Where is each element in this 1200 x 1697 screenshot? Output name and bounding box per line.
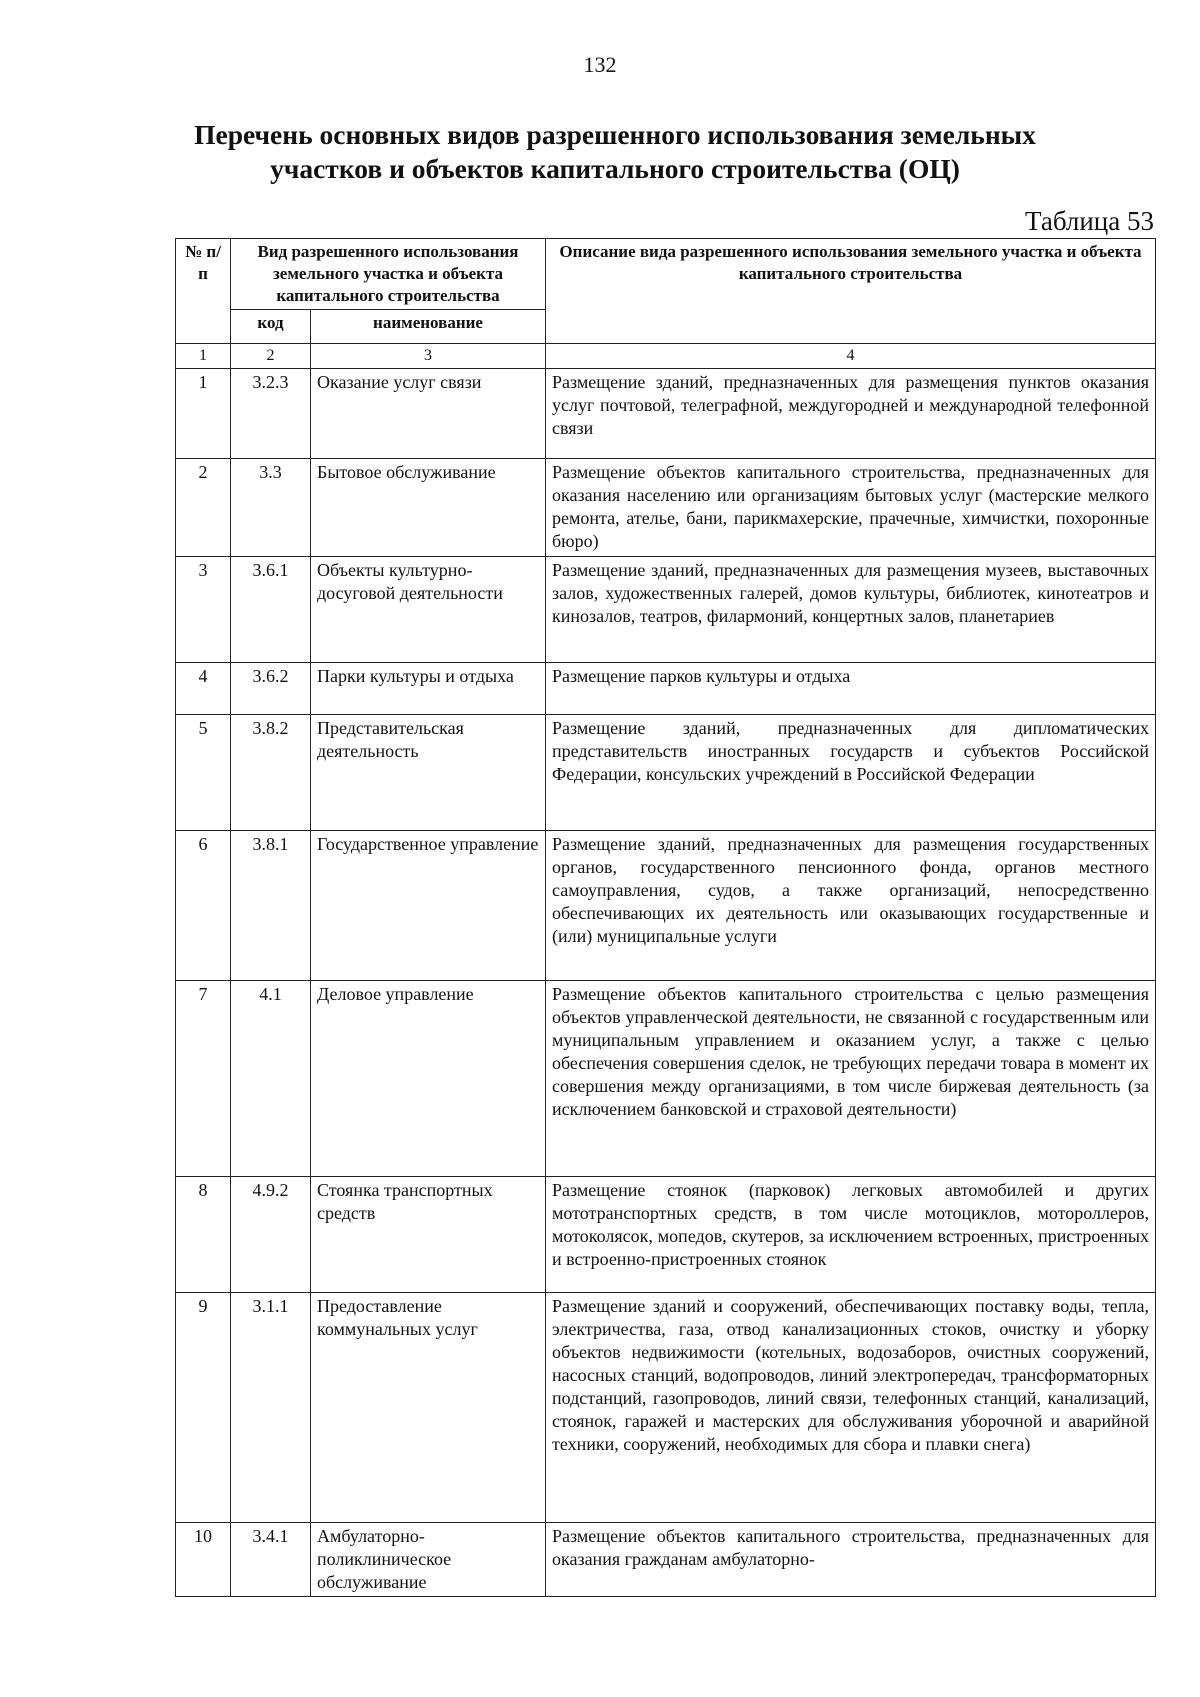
row-name: Объекты культурно-досуговой деятельности bbox=[311, 557, 546, 663]
header-description: Описание вида разрешенного использования земельного участка и объекта капитального строительства bbox=[546, 239, 1156, 344]
column-number: 1 bbox=[176, 344, 231, 369]
header-kind: Вид разрешенного использования земельного участка и объекта капитального строительства bbox=[231, 239, 546, 310]
table-row bbox=[176, 981, 1156, 1177]
row-code: 4.1 bbox=[231, 981, 311, 1177]
table-row bbox=[176, 1177, 1156, 1293]
row-number: 8 bbox=[176, 1177, 231, 1293]
table-row bbox=[176, 1523, 1156, 1597]
row-number: 2 bbox=[176, 459, 231, 557]
row-code: 3.8.1 bbox=[231, 831, 311, 981]
row-code: 3.1.1 bbox=[231, 1293, 311, 1523]
row-number: 10 bbox=[176, 1523, 231, 1597]
row-number: 1 bbox=[176, 369, 231, 459]
row-number: 9 bbox=[176, 1293, 231, 1523]
table-row bbox=[176, 369, 1156, 459]
table-row bbox=[176, 831, 1156, 981]
row-number: 7 bbox=[176, 981, 231, 1177]
table-caption: Таблица 53 bbox=[1025, 206, 1154, 236]
row-code: 3.8.2 bbox=[231, 715, 311, 831]
row-name: Деловое управление bbox=[311, 981, 546, 1177]
table-row bbox=[176, 1293, 1156, 1523]
header-number: № п/п bbox=[176, 239, 231, 344]
column-number: 4 bbox=[546, 344, 1156, 369]
row-name: Предоставление коммунальных услуг bbox=[311, 1293, 546, 1523]
row-number: 4 bbox=[176, 663, 231, 715]
table-row bbox=[176, 663, 1156, 715]
row-description: Размещение объектов капитального строительства, предназначенных для оказания населению или организациям бытовых услуг (мастерские мелкого ремонта, ателье, бани, парикмахерские, прачечные, химчистки, похоронные бюро) bbox=[546, 459, 1156, 557]
row-code: 3.2.3 bbox=[231, 369, 311, 459]
land-use-table bbox=[175, 238, 1156, 1597]
row-code: 3.4.1 bbox=[231, 1523, 311, 1597]
table-row bbox=[176, 715, 1156, 831]
row-description: Размещение зданий и сооружений, обеспечивающих поставку воды, тепла, электричества, газа, отвод канализационных стоков, очистку и уборку объектов недвижимости (котельных, водозаборов, очистных сооружений, насосных станций, водопроводов, линий электропередач, трансформаторных подстанций, газопроводов, линий связи, телефонных станций, канализаций, стоянок, гаражей и мастерских для обслуживания уборочной и аварийной техники, сооружений, необходимых для сбора и плавки снега) bbox=[546, 1293, 1156, 1523]
row-description: Размещение зданий, предназначенных для размещения государственных органов, государственного пенсионного фонда, органов местного самоуправления, судов, а также организаций, непосредственно обеспечивающих их деятельность или оказывающих государственные и (или) муниципальные услуги bbox=[546, 831, 1156, 981]
table-row bbox=[176, 459, 1156, 557]
row-code: 3.6.2 bbox=[231, 663, 311, 715]
document-title-line-2: участков и объектов капитального строительства (ОЦ) bbox=[270, 153, 960, 185]
row-name: Парки культуры и отдыха bbox=[311, 663, 546, 715]
row-name: Представительская деятельность bbox=[311, 715, 546, 831]
row-description: Размещение парков культуры и отдыха bbox=[546, 663, 1156, 715]
row-number: 3 bbox=[176, 557, 231, 663]
header-code: код bbox=[231, 310, 311, 344]
row-name: Оказание услуг связи bbox=[311, 369, 546, 459]
row-description: Размещение зданий, предназначенных для размещения музеев, выставочных залов, художественных галерей, домов культуры, библиотек, кинотеатров и кинозалов, театров, филармоний, концертных залов, планетариев bbox=[546, 557, 1156, 663]
row-name: Амбулаторно-поликлиническое обслуживание bbox=[311, 1523, 546, 1597]
row-code: 4.9.2 bbox=[231, 1177, 311, 1293]
document-title bbox=[180, 118, 1050, 187]
column-number: 3 bbox=[311, 344, 546, 369]
row-name: Стоянка транспортных средств bbox=[311, 1177, 546, 1293]
column-number-row bbox=[176, 344, 1156, 369]
row-description: Размещение стоянок (парковок) легковых автомобилей и других мототранспортных средств, в том числе мотоциклов, мотороллеров, мотоколясок, мопедов, скутеров, за исключением встроенных, пристроенных и встроенно-пристроенных стоянок bbox=[546, 1177, 1156, 1293]
row-code: 3.6.1 bbox=[231, 557, 311, 663]
column-number: 2 bbox=[231, 344, 311, 369]
page-number: 132 bbox=[583, 52, 617, 77]
row-description: Размещение объектов капитального строительства, предназначенных для оказания гражданам амбулаторно- bbox=[546, 1523, 1156, 1597]
table-row bbox=[176, 557, 1156, 663]
header-name: наименование bbox=[311, 310, 546, 344]
row-description: Размещение зданий, предназначенных для дипломатических представительств иностранных государств и субъектов Российской Федерации, консульских учреждений в Российской Федерации bbox=[546, 715, 1156, 831]
row-description: Размещение объектов капитального строительства с целью размещения объектов управленческой деятельности, не связанной с государственным или муниципальным управлением и оказанием услуг, а также с целью обеспечения совершения сделок, не требующих передачи товара в момент их совершения между организациями, в том числе биржевая деятельность (за исключением банковской и страховой деятельности) bbox=[546, 981, 1156, 1177]
row-name: Государственное управление bbox=[311, 831, 546, 981]
document-title-line-1: Перечень основных видов разрешенного использования земельных bbox=[194, 119, 1036, 150]
row-name: Бытовое обслуживание bbox=[311, 459, 546, 557]
row-number: 5 bbox=[176, 715, 231, 831]
row-number: 6 bbox=[176, 831, 231, 981]
row-code: 3.3 bbox=[231, 459, 311, 557]
row-description: Размещение зданий, предназначенных для размещения пунктов оказания услуг почтовой, телеграфной, междугородней и международной телефонной связи bbox=[546, 369, 1156, 459]
